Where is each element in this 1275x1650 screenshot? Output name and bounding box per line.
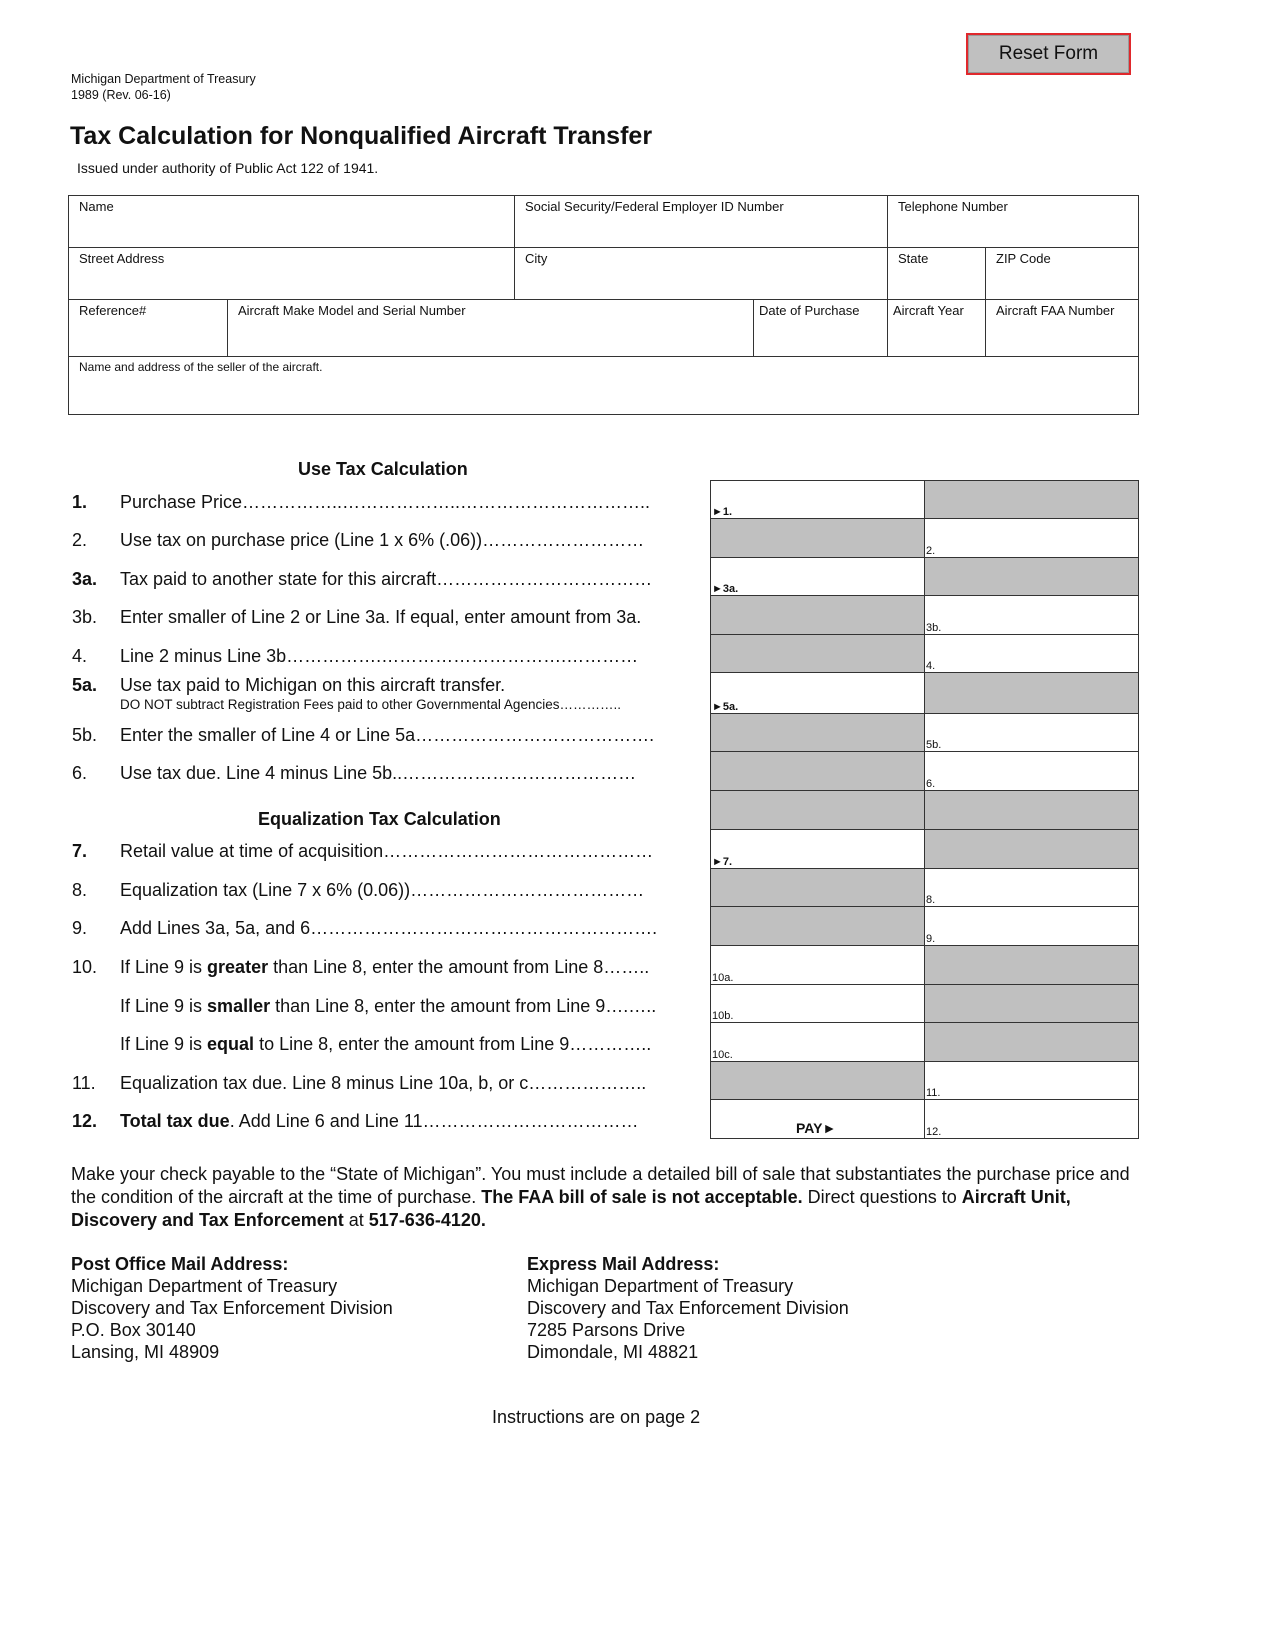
line-amount-box-2[interactable]: 8.	[924, 868, 1139, 907]
express-address: Express Mail Address: Michigan Department of Treasury Discovery and Tax Enforcement Division 7285 Parsons Drive Dimondale, MI 48821	[527, 1254, 849, 1362]
city-field[interactable]: City	[514, 247, 888, 300]
line-amount-box-2[interactable]: 11.	[924, 1061, 1139, 1100]
reset-form-button[interactable]: Reset Form	[966, 33, 1131, 75]
line-label: If Line 9 is greater than Line 8, enter the amount from Line 8……..	[120, 957, 650, 977]
line-amount-box-1[interactable]: 10a.	[710, 945, 925, 985]
line-amount-box-2[interactable]: 6.	[924, 751, 1139, 791]
line-number: 4.	[72, 646, 88, 666]
seller-field[interactable]: Name and address of the seller of the aircraft.	[68, 356, 1139, 415]
line-amount-box-1	[710, 790, 925, 830]
line-label: Add Lines 3a, 5a, and 6………………………………………………….	[120, 918, 658, 938]
zip-field[interactable]: ZIP Code	[985, 247, 1139, 300]
line-number: 8.	[72, 880, 88, 900]
line-amount-box-2	[924, 1022, 1139, 1062]
line-label: Retail value at time of acquisition………………………………………	[120, 841, 654, 861]
line-label: Purchase Price……………..………………..…………………………..	[120, 492, 651, 512]
line-label: Equalization tax due. Line 8 minus Line 10a, b, or c………………..	[120, 1073, 647, 1093]
date-field[interactable]: Date of Purchase	[753, 299, 888, 357]
line-amount-box-1	[710, 906, 925, 946]
agency: Michigan Department of Treasury	[71, 72, 256, 86]
line-amount-box-1[interactable]: ►7.	[710, 829, 925, 869]
line-number: 7.	[72, 841, 88, 861]
aircraft-field[interactable]: Aircraft Make Model and Serial Number	[227, 299, 754, 357]
line-number: 10.	[72, 957, 98, 977]
use-tax-heading: Use Tax Calculation	[298, 459, 468, 479]
line-amount-box-2	[924, 829, 1139, 869]
year-field[interactable]: Aircraft Year	[887, 299, 986, 357]
po-address: Post Office Mail Address: Michigan Department of Treasury Discovery and Tax Enforcement Division P.O. Box 30140 Lansing, MI 48909	[71, 1254, 393, 1362]
line-amount-box-1[interactable]: 10b.	[710, 984, 925, 1023]
payment-instructions: Make your check payable to the “State of Michigan”. You must include a detailed bill of sale that substantiates the purchase price and the condition of the aircraft at the time of purchase. The FAA bill of sale is not acceptable. Direct questions to Aircraft Unit, Discovery and Tax Enforcement at 517-636-4120.	[71, 1164, 1130, 1230]
line-number: 6.	[72, 763, 88, 783]
street-field[interactable]: Street Address	[68, 247, 515, 300]
line-number: 3a.	[72, 569, 98, 589]
line-amount-box-1	[710, 595, 925, 635]
line-amount-box-1	[710, 751, 925, 791]
line-amount-box-1	[710, 518, 925, 558]
line-amount-box-1	[710, 634, 925, 673]
line-amount-box-2[interactable]: 9.	[924, 906, 1139, 946]
form-number: 1989 (Rev. 06-16)	[71, 88, 171, 102]
line-amount-box-2[interactable]: 5b.	[924, 713, 1139, 752]
phone-field[interactable]: Telephone Number	[887, 195, 1139, 248]
line-amount-box-1[interactable]: 10c.	[710, 1022, 925, 1062]
line-number: 9.	[72, 918, 88, 938]
line-amount-box-2[interactable]: 12.	[924, 1099, 1139, 1139]
line-number: 12.	[72, 1111, 98, 1131]
authority: Issued under authority of Public Act 122 of 1941.	[77, 160, 379, 176]
line-label: Line 2 minus Line 3b…………….………………………….…………	[120, 646, 639, 666]
line-sublabel: DO NOT subtract Registration Fees paid to other Governmental Agencies…………..	[120, 697, 621, 712]
line-amount-box-2	[924, 672, 1139, 714]
line-amount-box-2	[924, 557, 1139, 596]
line-amount-box-2[interactable]: 3b.	[924, 595, 1139, 635]
line-amount-box-2[interactable]: 4.	[924, 634, 1139, 673]
instructions-note: Instructions are on page 2	[492, 1407, 701, 1427]
line-amount-box-1[interactable]: ►1.	[710, 480, 925, 519]
line-label: Use tax on purchase price (Line 1 x 6% (.06))………………………	[120, 530, 645, 550]
state-field[interactable]: State	[887, 247, 986, 300]
line-label: If Line 9 is smaller than Line 8, enter the amount from Line 9….…..	[120, 996, 657, 1016]
line-amount-box-1[interactable]: PAY►	[710, 1099, 925, 1139]
line-amount-box-2	[924, 984, 1139, 1023]
line-amount-box-1	[710, 713, 925, 752]
line-amount-box-2	[924, 480, 1139, 519]
line-number: 3b.	[72, 607, 98, 627]
line-amount-box-1	[710, 868, 925, 907]
equalization-heading: Equalization Tax Calculation	[258, 809, 501, 829]
line-amount-box-1[interactable]: ►3a.	[710, 557, 925, 596]
line-label: Enter smaller of Line 2 or Line 3a. If equal, enter amount from 3a.	[120, 607, 642, 627]
line-label: If Line 9 is equal to Line 8, enter the amount from Line 9…………..	[120, 1034, 652, 1054]
line-label: Total tax due. Add Line 6 and Line 11………………………………	[120, 1111, 639, 1131]
line-number: 5a.	[72, 675, 98, 695]
line-number: 5b.	[72, 725, 98, 745]
line-number: 11.	[72, 1073, 96, 1093]
line-amount-box-2[interactable]: 2.	[924, 518, 1139, 558]
reference-field[interactable]: Reference#	[68, 299, 228, 357]
line-label: Tax paid to another state for this aircraft………………………………	[120, 569, 653, 589]
page-title: Tax Calculation for Nonqualified Aircraft Transfer	[70, 122, 653, 150]
line-label: Enter the smaller of Line 4 or Line 5a………………………………….	[120, 725, 655, 745]
line-number: 1.	[72, 492, 88, 512]
line-number: 2.	[72, 530, 88, 550]
line-amount-box-1[interactable]: ►5a.	[710, 672, 925, 714]
line-amount-box-2	[924, 945, 1139, 985]
line-label: Use tax due. Line 4 minus Line 5b..…………………………………	[120, 763, 637, 783]
ssn-field[interactable]: Social Security/Federal Employer ID Number	[514, 195, 888, 248]
line-label: Use tax paid to Michigan on this aircraft transfer.	[120, 675, 506, 695]
line-label: Equalization tax (Line 7 x 6% (0.06))…………………………………	[120, 880, 645, 900]
name-field[interactable]: Name	[68, 195, 515, 248]
line-amount-box-1	[710, 1061, 925, 1100]
faa-field[interactable]: Aircraft FAA Number	[985, 299, 1139, 357]
line-amount-box-2	[924, 790, 1139, 830]
